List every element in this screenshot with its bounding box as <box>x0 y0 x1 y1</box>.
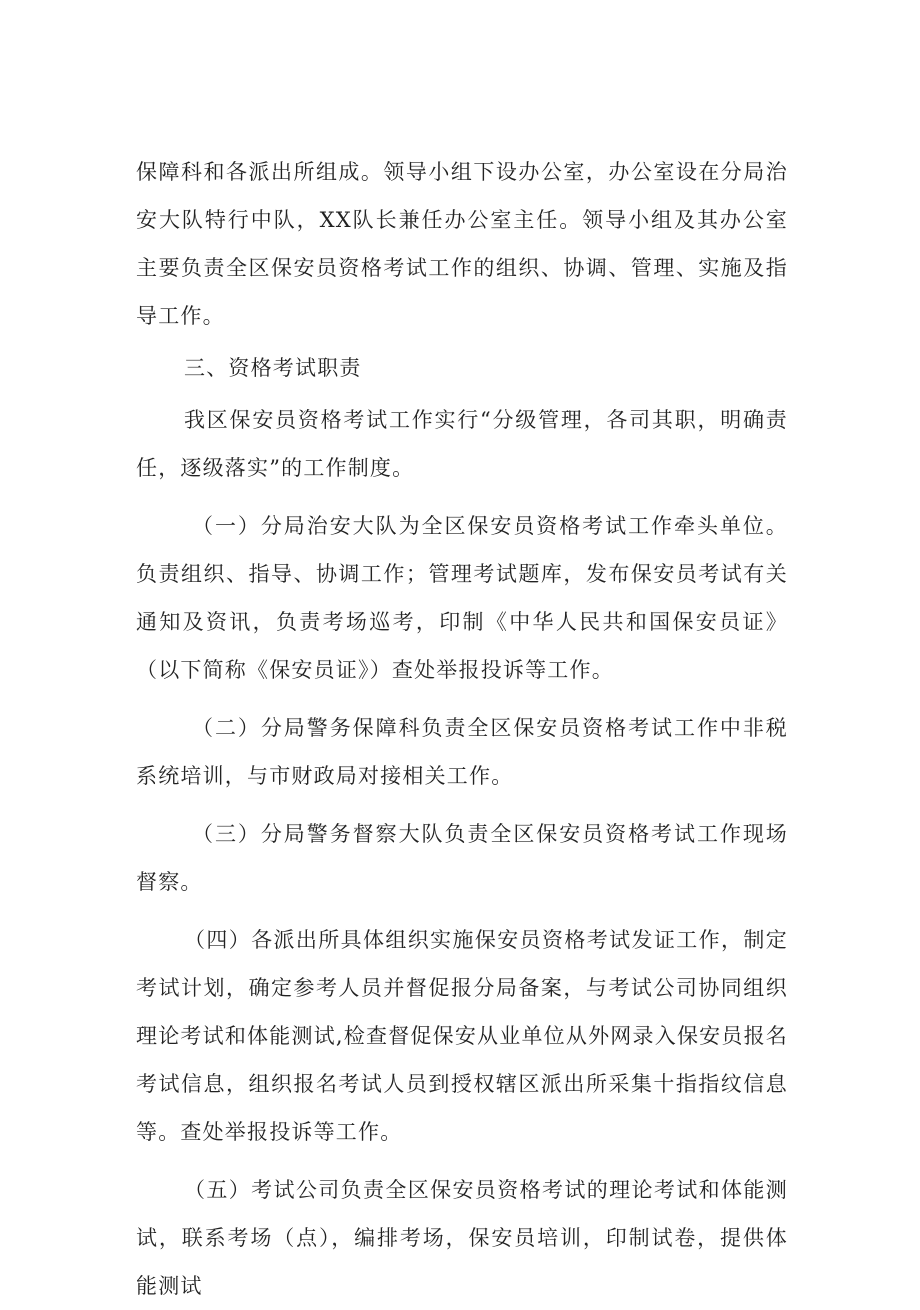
paragraph-item-4: （四）各派出所具体组织实施保安员资格考试发证工作，制定考试计划，确定参考人员并督促报分局备案，与考试公司协同组织理论考试和体能测试,检查督促保安从业单位从外网录入保安员报名考试信息，组织报名考试人员到授权辖区派出所采集十指指纹信息等。查处举报投诉等工作。 <box>136 928 788 1144</box>
document-body <box>136 148 788 1310</box>
section-heading-exam-duties: 三、资格考试职责 <box>184 356 362 380</box>
paragraph-item-2: （二）分局警务保障科负责全区保安员资格考试工作中非税系统培训，与市财政局对接相关工作。 <box>136 716 788 788</box>
paragraph-item-3: （三）分局警务督察大队负责全区保安员资格考试工作现场督察。 <box>136 822 788 894</box>
paragraph-item-1: （一）分局治安大队为全区保安员资格考试工作牵头单位。负责组织、指导、协调工作；管理考试题库，发布保安员考试有关通知及资讯，负责考场巡考，印制《中华人民共和国保安员证》（以下简称《保安员证》）查处举报投诉等工作。 <box>136 514 788 682</box>
paragraph-leadership-office: 保障科和各派出所组成。领导小组下设办公室，办公室设在分局治安大队特行中队，XX队长兼任办公室主任。领导小组及其办公室主要负责全区保安员资格考试工作的组织、协调、管理、实施及指导工作。 <box>136 160 788 328</box>
paragraph-item-5: （五）考试公司负责全区保安员资格考试的理论考试和体能测试，联系考场（点），编排考场，保安员培训，印制试卷，提供体能测试 <box>136 1178 788 1298</box>
paragraph-work-system: 我区保安员资格考试工作实行“分级管理，各司其职，明确责任，逐级落实”的工作制度。 <box>136 408 788 480</box>
